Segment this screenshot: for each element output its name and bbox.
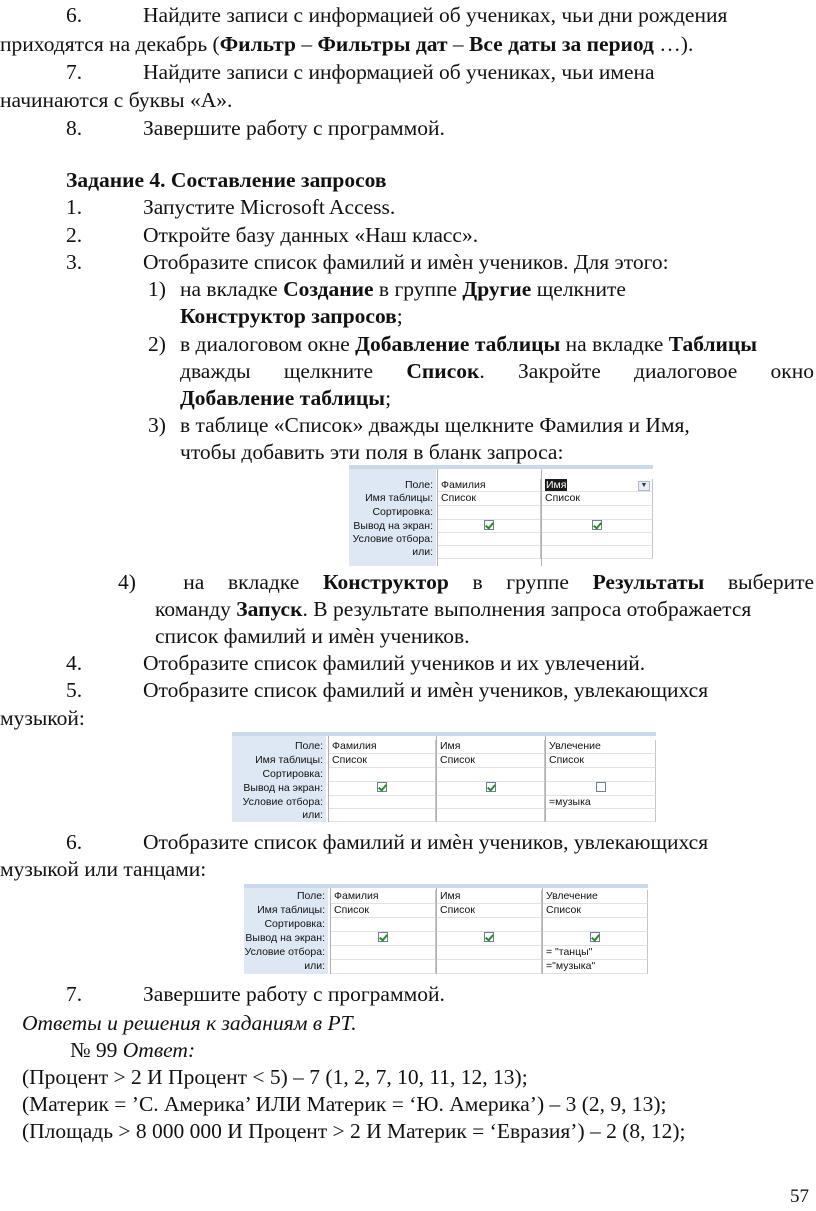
grid3-col3-criteria[interactable]: = "танцы" xyxy=(543,946,648,960)
grid1-col2-or[interactable] xyxy=(542,546,653,559)
query-grid-2: Поле: Имя таблицы: Сортировка: Вывод на экран: Условие отбора: или: Фамилия Список Имя Список Увлечение Список =музыка xyxy=(232,732,656,822)
substep-4: 4) на вкладке Конструктор в группе Результаты выберите xyxy=(118,570,815,594)
grid1-col2-table[interactable]: Список xyxy=(542,492,653,506)
show-checkbox[interactable] xyxy=(486,782,496,792)
grid3-col2-criteria[interactable] xyxy=(437,946,542,960)
query-grid-1: Поле: Имя таблицы: Сортировка: Вывод на экран: Условие отбора: или: Фамилия Список Имя ▼ Список xyxy=(349,465,653,566)
grid2-col2-criteria[interactable] xyxy=(437,796,545,809)
grid2-col3-or[interactable] xyxy=(546,809,656,822)
grid3-col2-table[interactable]: Список xyxy=(437,904,542,918)
query-grid-3: Поле: Имя таблицы: Сортировка: Вывод на экран: Условие отбора: или: Фамилия Список Имя Список Увлечение Список = "танцы" ="музыка" xyxy=(244,884,648,974)
substep-1: 1) на вкладке Создание в группе Другие щелкните xyxy=(148,277,626,301)
grid3-col3-field[interactable]: Увлечение xyxy=(543,890,648,904)
item-6-continuation: приходятся на декабрь (Фильтр – Фильтры дат – Все даты за период …). xyxy=(0,32,694,56)
substep-1-cont: Конструктор запросов; xyxy=(180,304,403,328)
task-4-step-7: 7. Завершите работу с программой. xyxy=(66,982,445,1006)
grid1-col2-field[interactable]: Имя ▼ xyxy=(542,479,653,492)
chevron-down-icon[interactable]: ▼ xyxy=(638,481,650,491)
grid1-col1-criteria[interactable] xyxy=(438,533,541,546)
grid3-col2-field[interactable]: Имя xyxy=(437,890,542,904)
task-4-step-1: 1. Запустите Microsoft Access. xyxy=(66,195,396,219)
grid2-col3-sort[interactable] xyxy=(546,768,656,782)
task-4-title: Задание 4. Составление запросов xyxy=(66,168,387,192)
task-4-step-6-cont: музыкой или танцами: xyxy=(0,857,207,881)
answers-title: Ответы и решения к заданиям в РТ. xyxy=(22,1011,357,1035)
grid2-col2-show[interactable] xyxy=(437,782,545,796)
substep-2-cont: дважды щелкните Список. Закройте диалоговое окно xyxy=(180,359,815,383)
show-checkbox[interactable] xyxy=(484,520,494,530)
item-8-line: 8. Завершите работу с программой. xyxy=(66,116,445,140)
grid3-col1-criteria[interactable] xyxy=(331,946,436,960)
grid2-col2-field[interactable]: Имя xyxy=(437,740,545,754)
grid3-col3-table[interactable]: Список xyxy=(543,904,648,918)
item-text: Найдите записи с информацией об учениках, чьи дни рождения xyxy=(143,3,728,27)
grid3-col2-sort[interactable] xyxy=(437,918,542,932)
substep-2-cont2: Добавление таблицы; xyxy=(180,386,392,410)
grid3-col1-or[interactable] xyxy=(331,960,436,974)
grid3-col3-show[interactable] xyxy=(543,932,648,946)
show-checkbox[interactable] xyxy=(590,932,600,942)
show-checkbox[interactable] xyxy=(378,932,388,942)
task-4-step-3: 3. Отобразите список фамилий и имѐн учеников. Для этого: xyxy=(66,250,669,274)
grid1-col2-show[interactable] xyxy=(542,520,653,533)
grid3-col1-table[interactable]: Список xyxy=(331,904,436,918)
grid1-col2-criteria[interactable] xyxy=(542,533,653,546)
answer-line-3: (Площадь > 8 000 000 И Процент > 2 И Материк = ‘Евразия’) – 2 (8, 12); xyxy=(22,1119,686,1143)
grid2-col1-criteria[interactable] xyxy=(329,796,436,809)
substep-4-cont2: список фамилий и имѐн учеников. xyxy=(155,624,470,648)
grid2-col1-or[interactable] xyxy=(329,809,436,822)
grid3-col1-show[interactable] xyxy=(331,932,436,946)
task-4-step-4: 4. Отобразите список фамилий учеников и их увлечений. xyxy=(66,651,646,675)
substep-4-cont: команду Запуск. В результате выполнения запроса отображается xyxy=(155,597,752,621)
substep-2: 2) в диалоговом окне Добавление таблицы на вкладке Таблицы xyxy=(148,332,758,356)
grid1-col2-sort[interactable] xyxy=(542,506,653,520)
show-checkbox[interactable] xyxy=(592,520,602,530)
grid2-col1-show[interactable] xyxy=(329,782,436,796)
page-number: 57 xyxy=(790,1186,809,1207)
grid3-col1-field[interactable]: Фамилия xyxy=(331,890,436,904)
grid3-col1-sort[interactable] xyxy=(331,918,436,932)
task-4-step-5-cont: музыкой: xyxy=(0,706,85,730)
answer-line-1: (Процент > 2 И Процент < 5) – 7 (1, 2, 7, 10, 11, 12, 13); xyxy=(22,1065,528,1089)
grid1-col1-field[interactable]: Фамилия xyxy=(438,479,541,492)
grid2-col2-or[interactable] xyxy=(437,809,545,822)
show-checkbox[interactable] xyxy=(377,782,387,792)
show-checkbox[interactable] xyxy=(484,932,494,942)
grid2-col2-table[interactable]: Список xyxy=(437,754,545,768)
task-4-step-2: 2. Откройте базу данных «Наш класс». xyxy=(66,223,479,247)
substep-3: 3) в таблице «Список» дважды щелкните Фамилия и Имя, xyxy=(148,413,690,437)
grid2-col3-table[interactable]: Список xyxy=(546,754,656,768)
grid2-col3-show[interactable] xyxy=(546,782,656,796)
item-7-continuation: начинаются с буквы «А». xyxy=(0,88,233,112)
grid2-col2-sort[interactable] xyxy=(437,768,545,782)
grid2-col3-field[interactable]: Увлечение xyxy=(546,740,656,754)
substep-3-cont: чтобы добавить эти поля в бланк запроса: xyxy=(180,440,564,464)
grid3-col3-or[interactable]: ="музыка" xyxy=(543,960,648,974)
task-4-step-5: 5. Отобразите список фамилий и имѐн учеников, увлекающихся xyxy=(66,678,709,702)
grid2-col1-sort[interactable] xyxy=(329,768,436,782)
menu-path-date-filters: Фильтры дат xyxy=(317,32,448,56)
task-4-step-6: 6. Отобразите список фамилий и имѐн учеников, увлекающихся xyxy=(66,830,709,854)
grid2-col3-criteria[interactable]: =музыка xyxy=(546,796,656,809)
item-number: 6. xyxy=(66,3,83,27)
grid1-col1-sort[interactable] xyxy=(438,506,541,520)
answer-99-heading: № 99 Ответ: xyxy=(70,1038,196,1062)
grid3-col2-show[interactable] xyxy=(437,932,542,946)
grid2-col1-field[interactable]: Фамилия xyxy=(329,740,436,754)
grid2-col1-table[interactable]: Список xyxy=(329,754,436,768)
menu-path-all-dates: Все даты за период xyxy=(469,32,654,56)
show-checkbox[interactable] xyxy=(596,782,606,792)
item-6-line xyxy=(66,2,796,28)
grid3-col3-sort[interactable] xyxy=(543,918,648,932)
grid1-col1-show[interactable] xyxy=(438,520,541,533)
grid1-col1-or[interactable] xyxy=(438,546,541,559)
answer-line-2: (Материк = ’С. Америка’ ИЛИ Материк = ‘Ю. Америка’) – 3 (2, 9, 13); xyxy=(22,1092,667,1116)
grid3-col2-or[interactable] xyxy=(437,960,542,974)
grid1-col1-table[interactable]: Список xyxy=(438,492,541,506)
item-7-line: 7. Найдите записи с информацией об учениках, чьи имена xyxy=(66,60,655,84)
menu-path-filter: Фильтр xyxy=(219,32,296,56)
